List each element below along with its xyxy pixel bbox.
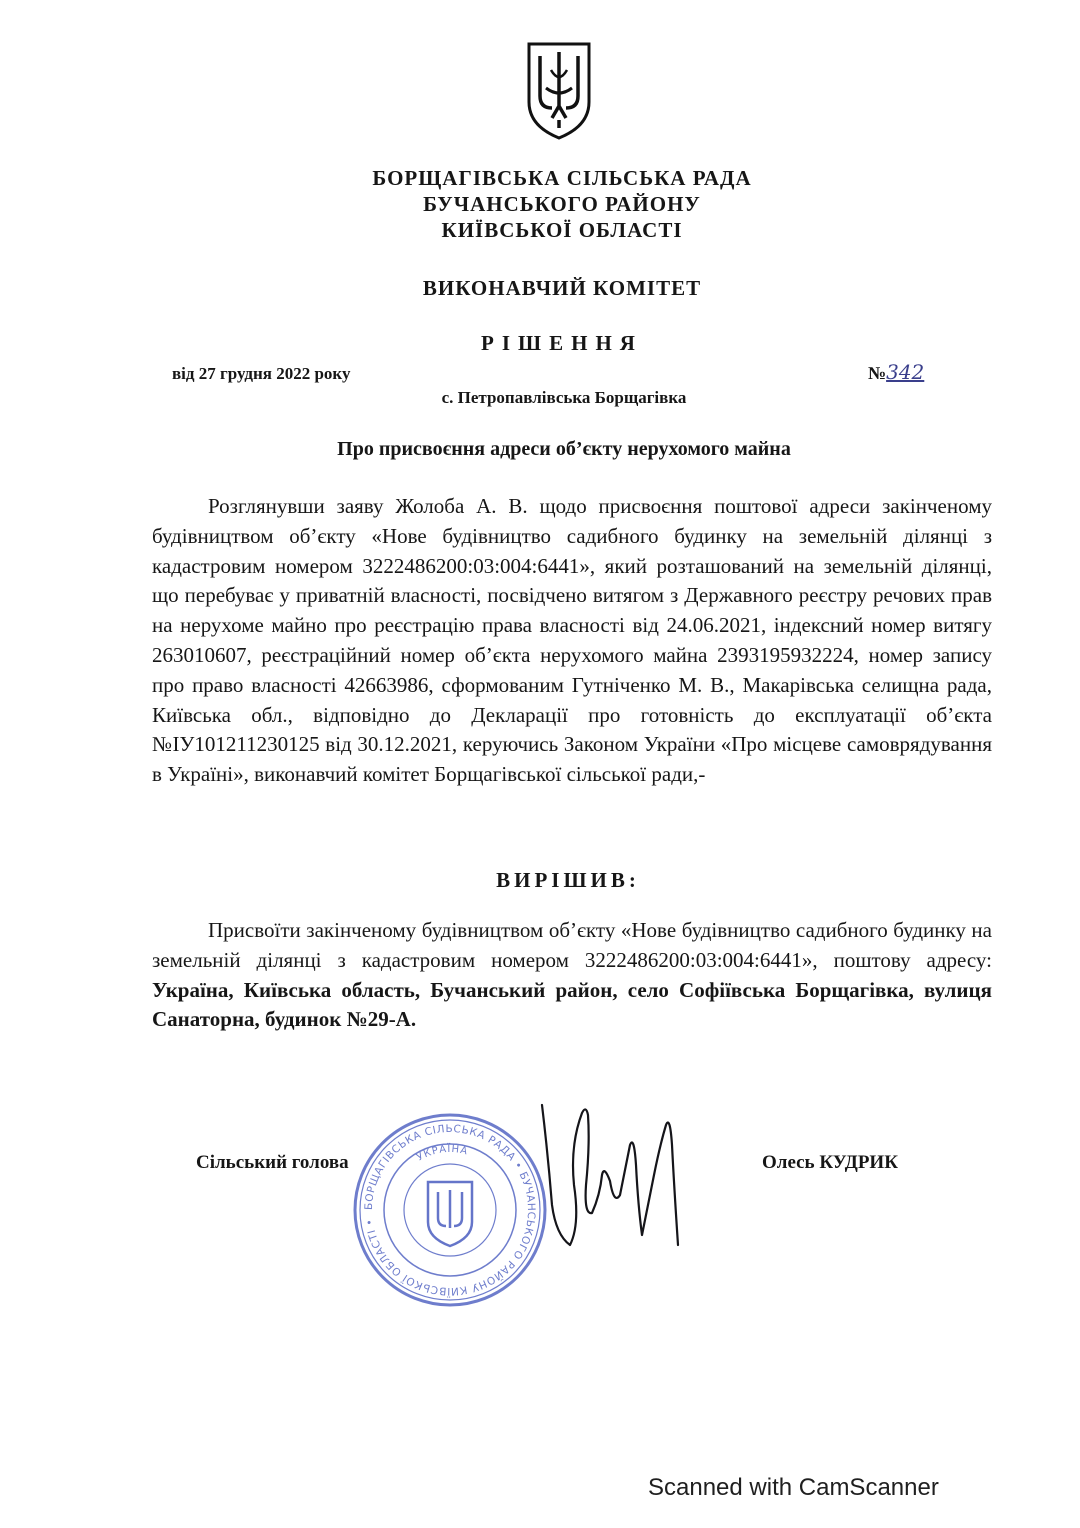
resolved-heading: ВИРІШИВ: xyxy=(496,868,640,892)
document-type-heading: РІШЕННЯ xyxy=(481,331,643,355)
trident-emblem-icon xyxy=(524,40,594,140)
signatory-name: Олесь КУДРИК xyxy=(762,1152,898,1173)
resolution-paragraph xyxy=(152,916,992,1035)
organization-district: БУЧАНСЬКОГО РАЙОНУ xyxy=(423,192,701,216)
decision-subject: Про присвоєння адреси об’єкту нерухомого майна xyxy=(337,438,791,460)
decision-number xyxy=(868,360,924,384)
handwritten-signature xyxy=(530,1085,710,1265)
committee-heading: ВИКОНАВЧИЙ КОМІТЕТ xyxy=(422,276,702,300)
decision-date: від 27 грудня 2022 року xyxy=(172,364,351,383)
handwritten-number: 342 xyxy=(886,360,925,384)
seal-outer-text: БОРЩАГІВСЬКА СІЛЬСЬКА РАДА • БУЧАНСЬКОГО РАЙОНУ КИЇВСЬКОЇ ОБЛАСТІ • xyxy=(362,1122,538,1298)
number-prefix: № xyxy=(868,363,887,383)
preamble-paragraph: Розглянувши заяву Жолоба А. В. щодо присвоєння поштової адреси закінченому будівництвом об’єкту «Нове будівництво садибного будинку на земельній ділянці з кадастровим номером 3222486200:03:004:6441», який розташований на земельній ділянці, що перебуває у приватній власності, посвідчено витягом з Державного реєстру речових прав на нерухоме майно про реєстрацію права власності від 24.06.2021, індексний номер витягу 263010607, реєстраційний номер об’єкта нерухомого майна 2393195932224, номер запису про право власності 42663986, сформованим Гутніченко М. В., Макарівська селищна рада, Київська обл., відповідно до Декларації про готовність до експлуатації об’єкта №ІУ101211230125 від 30.12.2021, керуючись Законом України «Про місцеве самоврядування в Україні», виконавчий комітет Борщагівської сільської ради,- xyxy=(152,494,992,787)
camscanner-watermark: Scanned with CamScanner xyxy=(648,1474,939,1501)
seal-inner-text: УКРАЇНА xyxy=(415,1143,470,1164)
official-seal-stamp xyxy=(350,1110,550,1310)
decision-place: с. Петропавлівська Борщагівка xyxy=(441,388,687,407)
resolution-text: Присвоїти закінченому будівництвом об’єкту «Нове будівництво садибного будинку на земельній ділянці з кадастровим номером 3222486200:03:004:6441», поштову адресу: xyxy=(152,918,992,972)
signatory-title: Сільський голова xyxy=(196,1152,349,1173)
organization-name: БОРЩАГІВСЬКА СІЛЬСЬКА РАДА xyxy=(372,166,752,190)
assigned-address: Україна, Київська область, Бучанський район, село Софіївська Борщагівка, вулиця Санаторна, будинок №29-А. xyxy=(152,977,992,1032)
organization-region: КИЇВСЬКОЇ ОБЛАСТІ xyxy=(441,218,683,242)
